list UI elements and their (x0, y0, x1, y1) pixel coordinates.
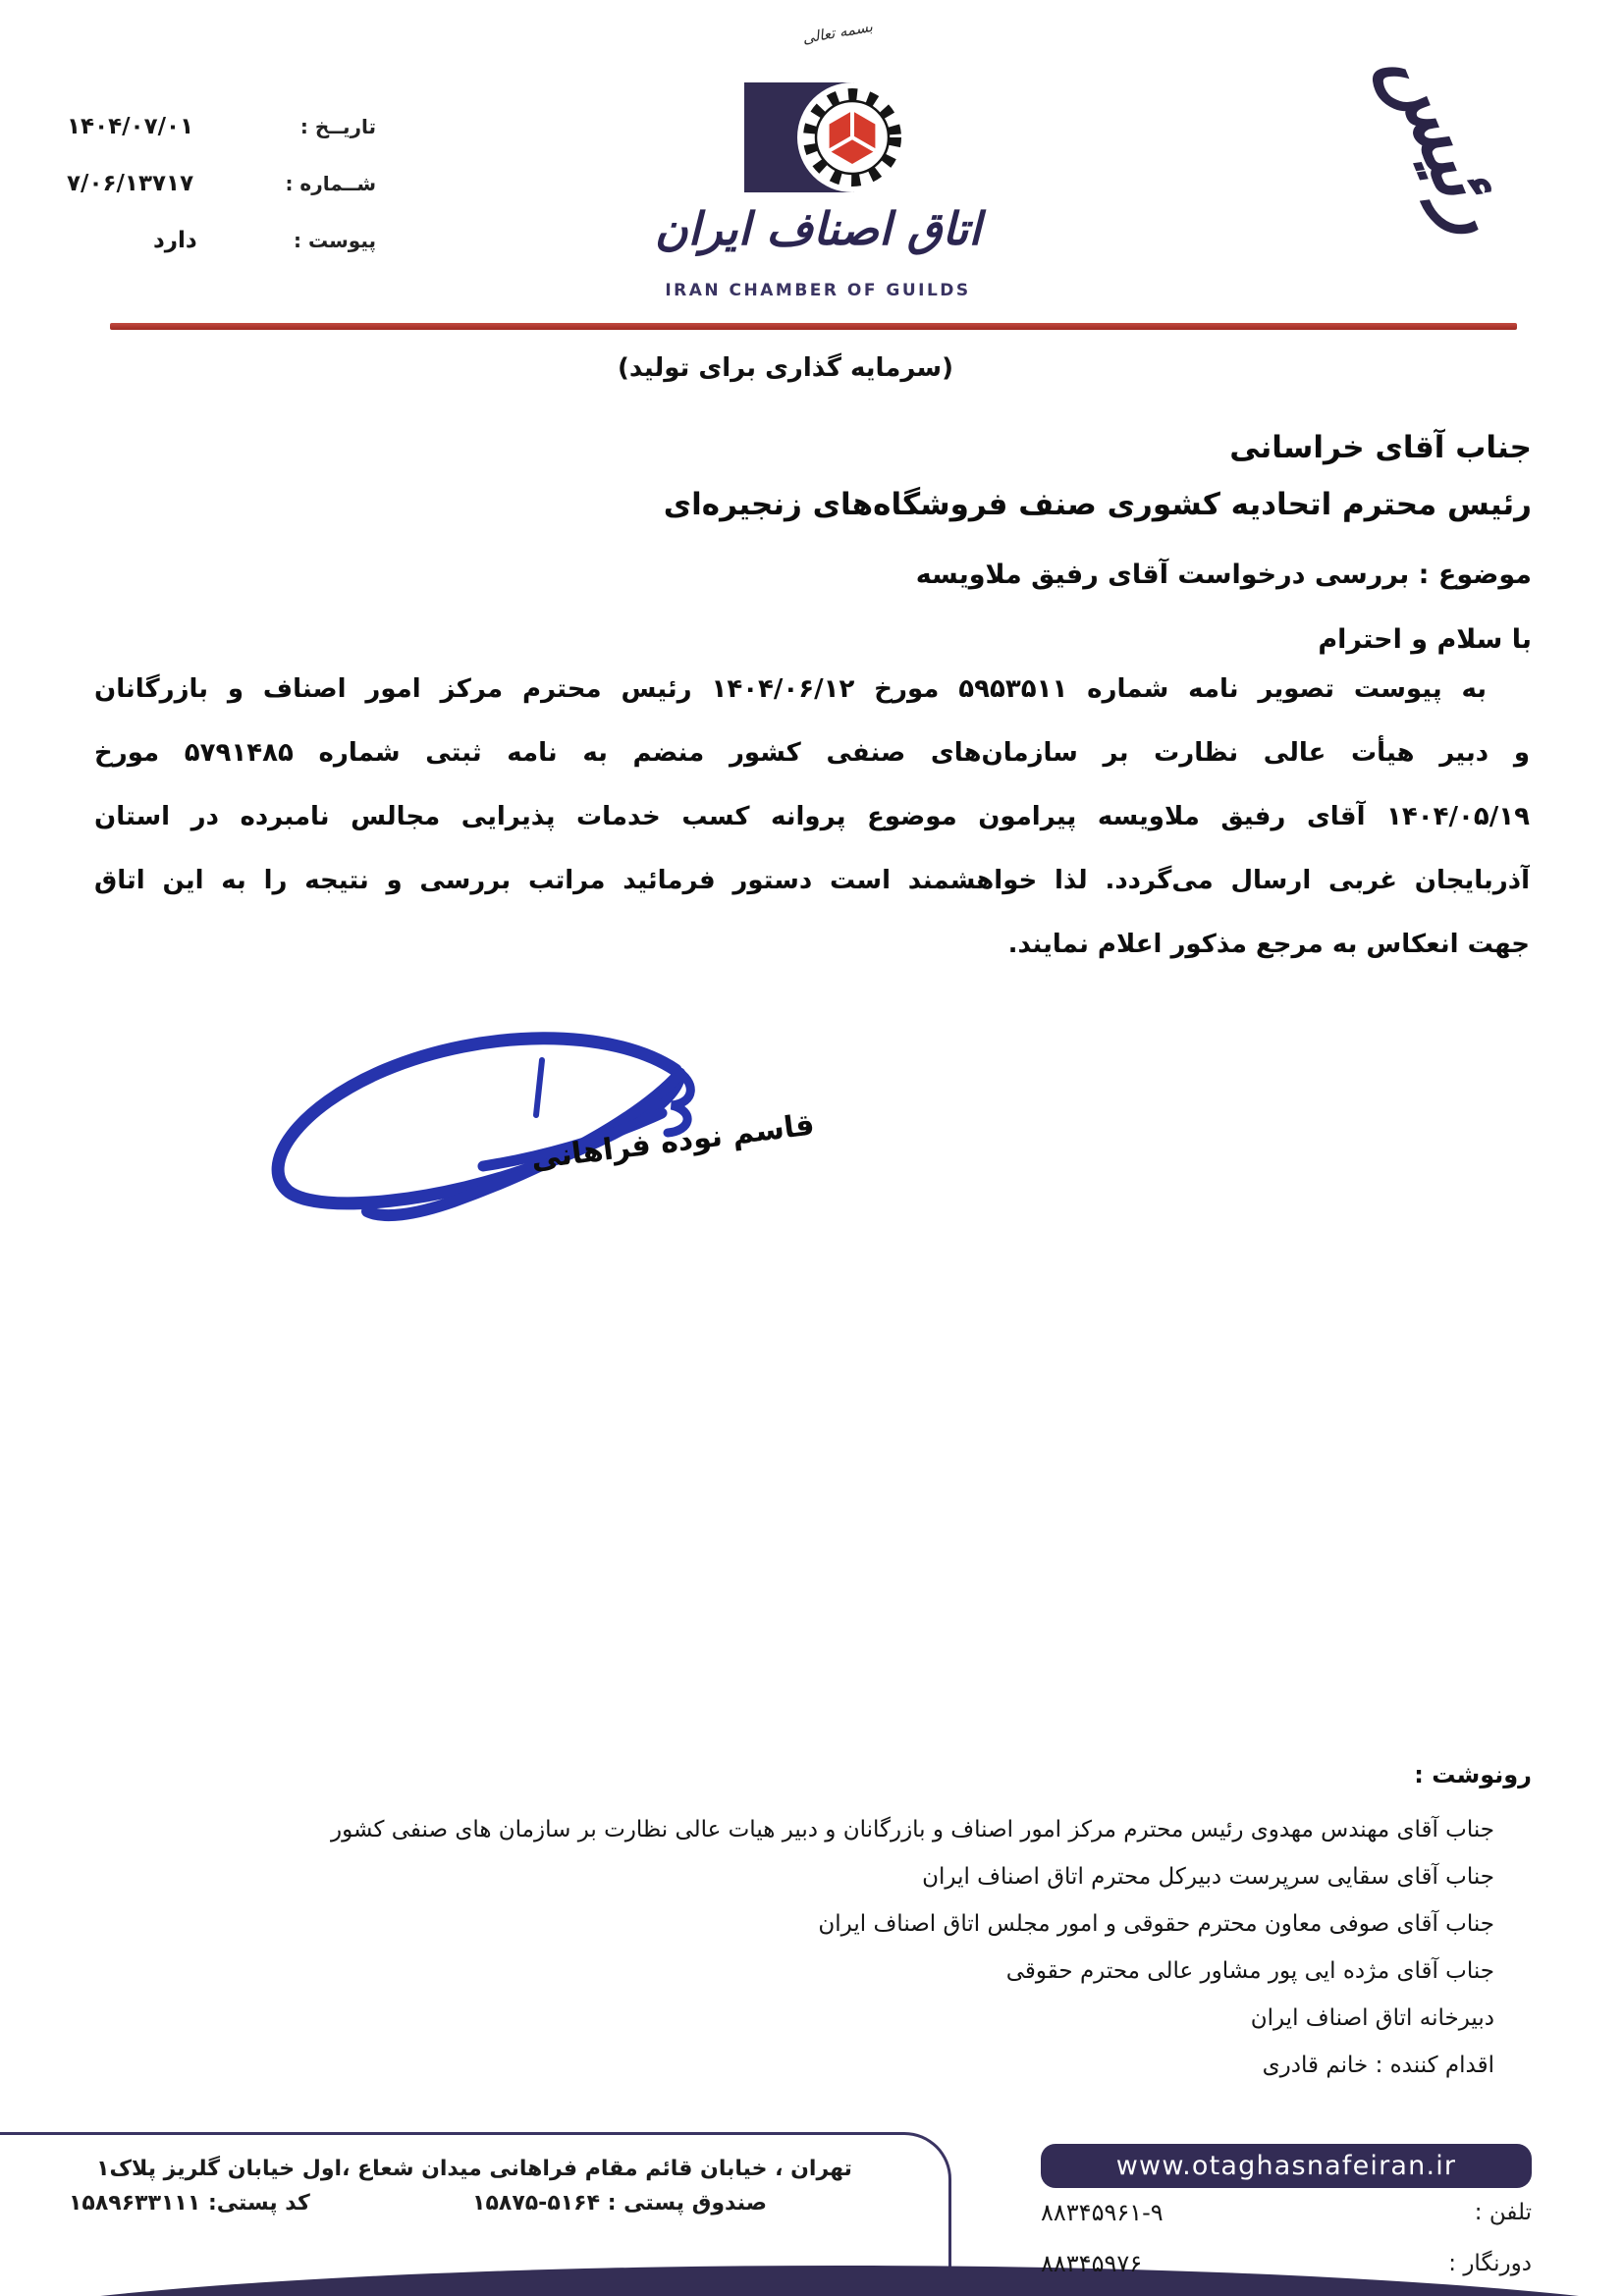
slogan: (سرمایه گذاری برای تولید) (617, 353, 954, 383)
bismillah-calligraphy: بسمه تعالی (800, 17, 875, 48)
org-name-english: IRAN CHAMBER OF GUILDS (665, 281, 971, 300)
salutation: با سلام و احترام (1318, 624, 1532, 655)
footer-codes-line (0, 2191, 948, 2216)
cc-item: اقدام کننده : خانم قادری (1262, 2053, 1494, 2078)
po-box (472, 2191, 767, 2216)
president-calligraphy (1343, 35, 1551, 245)
attachment-row (67, 212, 376, 269)
fax-row (1041, 2250, 1532, 2277)
postal-code-value: ۱۵۸۹۶۳۳۱۱۱ (69, 2191, 201, 2216)
phone-row (1041, 2199, 1532, 2226)
website-url[interactable]: www.otaghasnafeiran.ir (1115, 2151, 1457, 2181)
number-label: شــماره : (285, 172, 376, 195)
number-value: ۷/۰۶/۱۳۷۱۷ (67, 171, 194, 196)
cc-item: جناب آقای صوفی معاون محترم حقوقی و امور مجلس اتاق اصناف ایران (818, 1911, 1494, 1937)
recipient-title: رئیس محترم اتحادیه کشوری صنف فروشگاه‌های زنجیره‌ای (663, 487, 1532, 522)
body-line: جهت انعکاس به مرجع مذکور اعلام نمایند. (1007, 930, 1530, 959)
letter-body (94, 658, 1530, 977)
body-line: آذربایجان غربی ارسال می‌گردد. لذا خواهشمند است دستور فرمائید مراتب بررسی و نتیجه را به این اتاق (94, 866, 1530, 895)
signatory-name: قاسم نوده فراهانی (528, 1107, 817, 1177)
po-box-value: ۱۵۸۷۵-۵۱۶۴ (472, 2191, 601, 2216)
signature-block (218, 1009, 817, 1259)
body-line: و دبیر هیأت عالی نظارت بر سازمان‌های صنفی کشور منضم به نامه ثبتی شماره ۵۷۹۱۴۸۵ مورخ (94, 738, 1530, 768)
phone-value: ۸۸۳۴۵۹۶۱-۹ (1041, 2199, 1164, 2226)
attachment-value: دارد (153, 228, 197, 253)
date-row (67, 98, 376, 155)
org-name-persian: اتاق اصناف ایران (654, 202, 982, 255)
cc-item: جناب آقای مهندس مهدوی رئیس محترم مرکز امور اصناف و بازرگانان و دبیر هیات عالی نظارت بر سازمان های صنفی کشور (330, 1817, 1494, 1842)
body-line: به پیوست تصویر نامه شماره ۵۹۵۳۵۱۱ مورخ ۱۴۰۴/۰۶/۱۲ رئیس محترم مرکز امور اصناف و بازرگانان (94, 674, 1487, 704)
cc-item: دبیرخانه اتاق اصناف ایران (1250, 2005, 1494, 2031)
date-label: تاریــخ : (299, 115, 376, 138)
cc-item: جناب آقای مژده ایی پور مشاور عالی محترم حقوقی (1005, 1958, 1494, 1984)
fax-label: دورنگار : (1448, 2251, 1532, 2276)
phone-label: تلفن : (1474, 2200, 1532, 2225)
date-value: ۱۴۰۴/۰۷/۰۱ (67, 114, 194, 139)
cc-list (331, 1806, 1494, 2089)
red-divider (110, 323, 1517, 330)
postal-code (69, 2191, 310, 2216)
website-pill[interactable] (1041, 2144, 1532, 2188)
president-word: رئیس (1369, 35, 1526, 245)
address-line: تهران ، خیابان قائم مقام فراهانی میدان شعاع ،اول خیابان گلریز پلاک۱ (96, 2157, 852, 2181)
letter-meta-block (67, 98, 376, 269)
body-line: ۱۴۰۴/۰۵/۱۹ آقای رفیق ملاویسه پیرامون موضوع پروانه کسب خدمات پذیرایی مجالس نامبرده در استان (94, 802, 1530, 831)
attachment-label: پیوست : (293, 229, 376, 252)
subject-line: موضوع : بررسی درخواست آقای رفیق ملاویسه (915, 560, 1532, 590)
number-row (67, 155, 376, 212)
iran-chamber-of-guilds-logo (736, 80, 923, 196)
po-box-label: صندوق پستی : (607, 2191, 767, 2216)
cc-item: جناب آقای سقایی سرپرست دبیرکل محترم اتاق اصناف ایران (922, 1864, 1494, 1890)
recipient-name: جناب آقای خراسانی (1229, 430, 1532, 465)
postal-code-label: کد پستی: (207, 2191, 310, 2216)
cc-heading: رونوشت : (1414, 1761, 1532, 1789)
fax-value: ۸۸۳۴۵۹۷۶ (1041, 2250, 1143, 2277)
